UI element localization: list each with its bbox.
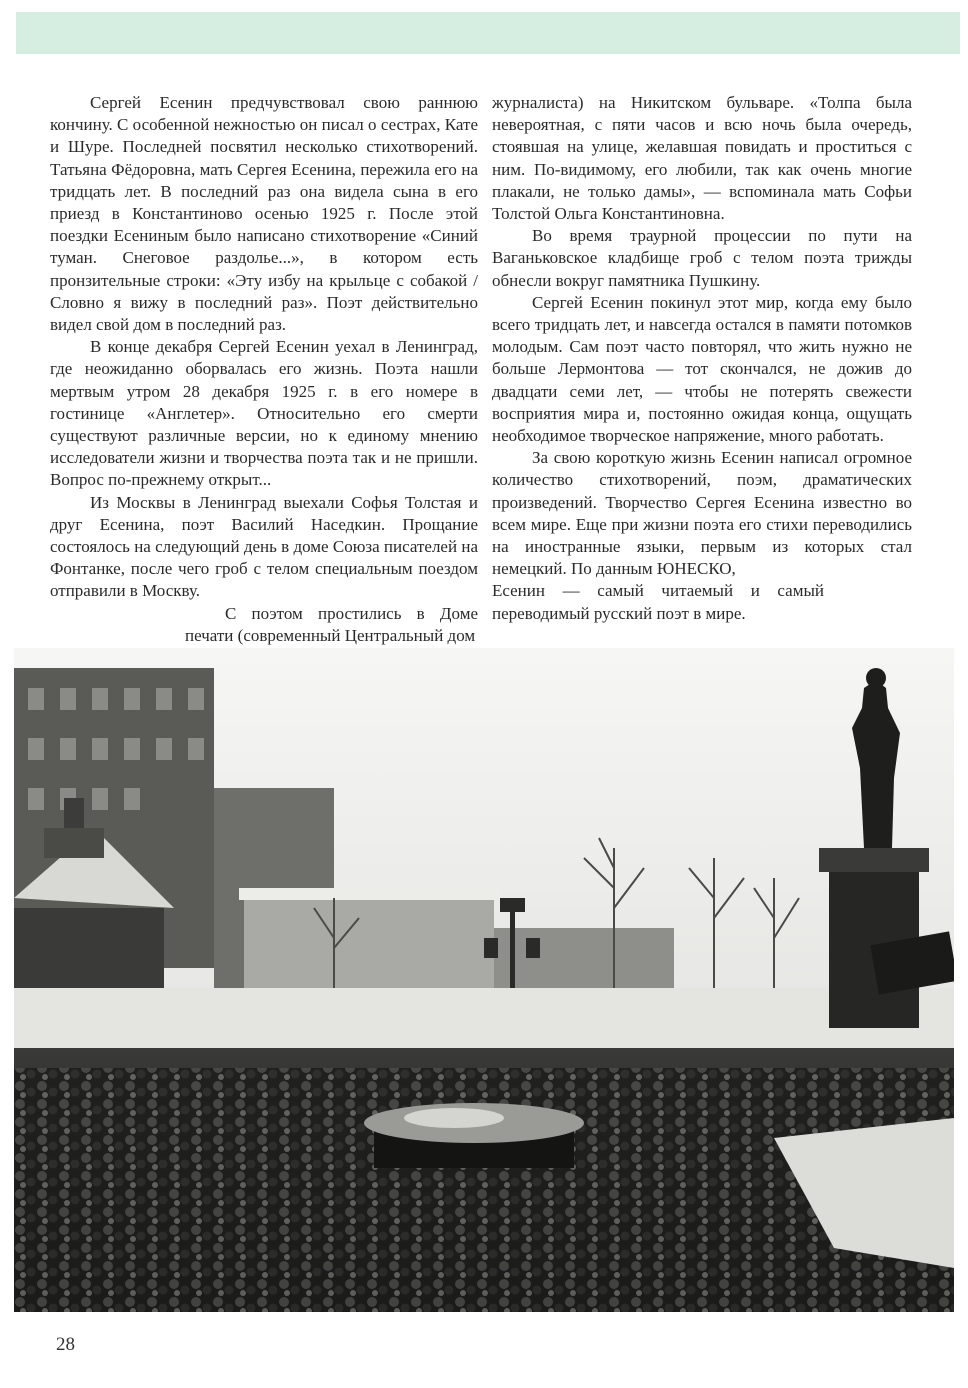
funeral-procession-photo bbox=[14, 648, 954, 1312]
paragraph: С поэтом простились в Доме печати (современный Центральный дом bbox=[185, 603, 478, 645]
paragraph: В конце декабря Сергей Есенин уехал в Ленинград, где неожиданно оборвалась его жизнь. Поэта нашли мертвым утром 28 декабря 1925 г. в его номере в гостинице «Англетер». Относительно его смерти существуют различные версии, но к единому мнению исследователи жизни и творчества поэта так и не пришли. Вопрос по-прежнему открыт... bbox=[50, 337, 478, 490]
header-band bbox=[16, 12, 960, 54]
paragraph: Есенин — самый читаемый и самый переводимый русский поэт в мире. bbox=[492, 581, 824, 623]
paragraph: Сергей Есенин покинул этот мир, когда ему было всего тридцать лет, и навсегда остался в памяти потомков молодым. Сам поэт часто повторял, что жить нужно не больше Лермонтова — тот скончался, не дожив до двадцати семи лет, — чтобы не потерять свежести восприятия мира и, постоянно ожидая конца, ощущать необходимое творческое напряжение, много работать. bbox=[492, 292, 912, 446]
left-column bbox=[50, 92, 478, 647]
right-column bbox=[492, 92, 912, 625]
paragraph-wrap bbox=[492, 580, 824, 624]
paragraph: журналиста) на Никитском бульваре. «Толпа была невероятная, с пяти часов и всю ночь была очередь, стоявшая на улице, желавшая повидать и проститься с ним. По-видимому, его любили, так как очень многие плакали, не только дамы», — вспоминала мать Софьи Толстой Ольга Константиновна. bbox=[492, 93, 912, 224]
paragraph: Из Москвы в Ленинград выехали Софья Толстая и друг Есенина, поэт Василий Наседкин. Прощание состоялось на следующий день в доме Союза писателей на Фонтанке, после чего гроб с телом специальным поездом отправили в Москву. bbox=[50, 492, 478, 601]
paragraph: Во время траурной процессии по пути на Ваганьковское кладбище гроб с телом поэта трижды обнесли вокруг памятника Пушкину. bbox=[492, 226, 912, 290]
paragraph-wrap bbox=[50, 603, 478, 647]
page-number: 28 bbox=[56, 1334, 75, 1355]
paragraph: Сергей Есенин предчувствовал свою раннюю кончину. С особенной нежностью он писал о сестрах, Кате и Шуре. Последней посвятил несколько стихотворений. Татьяна Фёдоровна, мать Сергея Есенина, пережила его на тридцать лет. В последний раз она видела сына в его приезд в Константиново осенью 1925 г. После этой поездки Есениным было написано стихотворение «Синий туман. Снеговое раздолье...», в котором есть пронзительные строки: «Эту избу на крыльце с собакой / Словно я вижу в последний раз». Поэт действительно видел свой дом в последний раз. bbox=[50, 93, 478, 335]
paragraph: За свою короткую жизнь Есенин написал огромное количество стихотворений, поэм, драматических произведений. Творчество Сергея Есенина известно во всем мире. Еще при жизни поэта его стихи переводились на иностранные языки, первым из которых стал немецкий. По данным ЮНЕСКО, bbox=[492, 448, 912, 579]
